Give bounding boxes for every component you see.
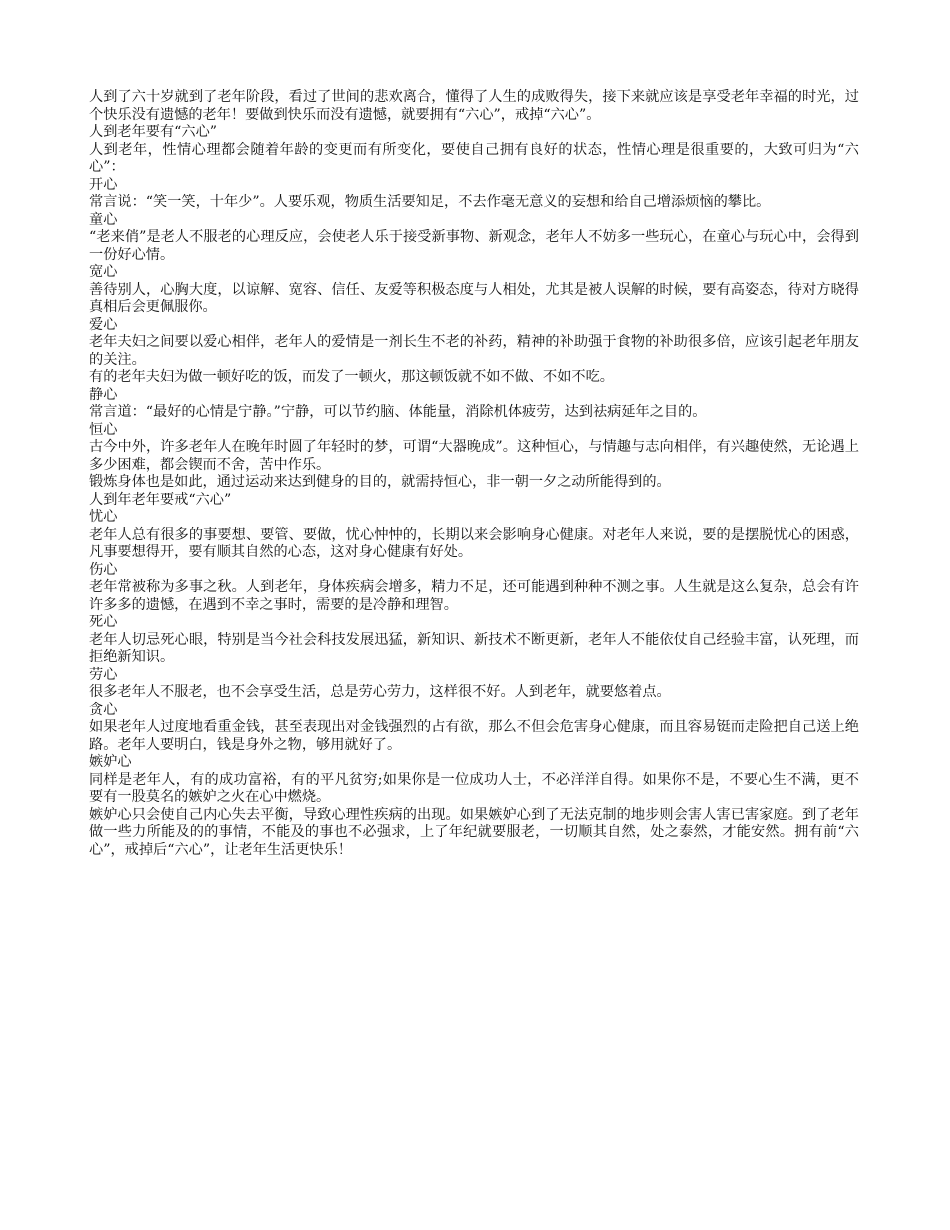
laoxin-heading: 劳心: [89, 666, 118, 683]
tanxin-heading: 贪心: [89, 701, 118, 718]
kaixin-heading: 开心: [89, 176, 118, 193]
tongxin-paragraph: “老来俏”是老人不服老的心理反应，会使老人乐于接受新事物、新观念，老年人不妨多一些玩心，在童心与玩心中，会得到一份好心情。: [89, 229, 859, 263]
tongxin-heading: 童心: [89, 211, 118, 228]
hengxin-paragraph: 古今中外，许多老年人在晚年时圆了年轻时的梦，可谓“大器晚成”。这种恒心，与情趣与志向相伴，有兴趣使然，无论遇上多少困难，都会锲而不舍，苦中作乐。: [89, 439, 859, 473]
intro-paragraph: 人到了六十岁就到了老年阶段，看过了世间的悲欢离合，懂得了人生的成败得失，接下来就应该是享受老年幸福的时光，过个快乐没有遗憾的老年！要做到快乐而没有遗憾，就要拥有“六心”，戒掉“六心”。: [89, 89, 859, 123]
shangxin-heading: 伤心: [89, 561, 118, 578]
hengxin-heading: 恒心: [89, 421, 118, 438]
kuanxin-paragraph: 善待别人，心胸大度，以谅解、宽容、信任、友爱等积极态度与人相处，尤其是被人误解的时候，要有高姿态，待对方晓得真相后会更佩服你。: [89, 281, 859, 315]
youxin-heading: 忧心: [89, 509, 118, 525]
aixin-paragraph-2: 有的老年夫妇为做一顿好吃的饭，而发了一顿火，那这顿饭就不如不做、不如不吃。: [89, 369, 614, 385]
aixin-paragraph: 老年夫妇之间要以爱心相伴，老年人的爱情是一剂长生不老的补药，精神的补助强于食物的补助很多倍，应该引起老年朋友的关注。: [89, 334, 859, 368]
kaixin-paragraph: 常言说：“笑一笑，十年少”。人要乐观，物质生活要知足，不去作毫无意义的妄想和给自己增添烦恼的攀比。: [89, 194, 771, 210]
sixin-paragraph: 老年人切忌死心眼，特别是当今社会科技发展迅猛，新知识、新技术不断更新，老年人不能依仗自己经验丰富，认死理，而拒绝新知识。: [89, 631, 859, 665]
jiduxin-paragraph-2: 嫉妒心只会使自己内心失去平衡，导致心理性疾病的出现。如果嫉妒心到了无法克制的地步则会害人害已害家庭。到了老年做一些力所能及的的事情，不能及的事也不必强求，上了年纪就要服老，一切顺其自然，处之泰然，才能安然。拥有前“六心”，戒掉后“六心”，让老年生活更快乐！: [89, 806, 859, 858]
laoxin-paragraph: 很多老年人不服老，也不会享受生活，总是劳心劳力，这样很不好。人到老年，就要悠着点。: [89, 684, 671, 700]
section-heading-avoid: 人到年老年要戒“六心”: [89, 491, 232, 508]
document-body: [89, 89, 859, 859]
section-intro-paragraph: 人到老年，性情心理都会随着年龄的变更而有所变化，要使自己拥有良好的状态，性情心理是很重要的，大致可归为“六心”：: [89, 141, 859, 175]
shangxin-paragraph: 老年常被称为多事之秋。人到老年，身体疾病会增多，精力不足，还可能遇到种种不测之事。人生就是这么复杂，总会有许许多多的遗憾，在遇到不幸之事时，需要的是冷静和理智。: [89, 579, 859, 613]
jingxin-heading: 静心: [89, 386, 118, 403]
kuanxin-heading: 宽心: [89, 264, 118, 280]
sixin-heading: 死心: [89, 614, 118, 630]
aixin-heading: 爱心: [89, 316, 118, 333]
youxin-paragraph: 老年人总有很多的事要想、要管、要做，忧心忡忡的，长期以来会影响身心健康。对老年人来说，要的是摆脱忧心的困惑，凡事要想得开，要有顺其自然的心态，这对身心健康有好处。: [89, 526, 859, 560]
hengxin-paragraph-2: 锻炼身体也是如此，通过运动来达到健身的目的，就需持恒心，非一朝一夕之动所能得到的。: [89, 474, 671, 490]
jiduxin-paragraph: 同样是老年人，有的成功富裕，有的平凡贫穷;如果你是一位成功人士，不必洋洋自得。如果你不是，不要心生不满，更不要有一股莫名的嫉妒之火在心中燃烧。: [89, 771, 859, 805]
section-heading-have: 人到老年要有“六心”: [89, 124, 218, 140]
tanxin-paragraph: 如果老年人过度地看重金钱，甚至表现出对金钱强烈的占有欲，那么不但会危害身心健康，而且容易铤而走险把自己送上绝路。老年人要明白，钱是身外之物，够用就好了。: [89, 719, 859, 753]
jiduxin-heading: 嫉妒心: [89, 754, 132, 770]
jingxin-paragraph: 常言道：“最好的心情是宁静。”宁静，可以节约脑、体能量，消除机体疲劳，达到祛病延年之目的。: [89, 404, 707, 420]
